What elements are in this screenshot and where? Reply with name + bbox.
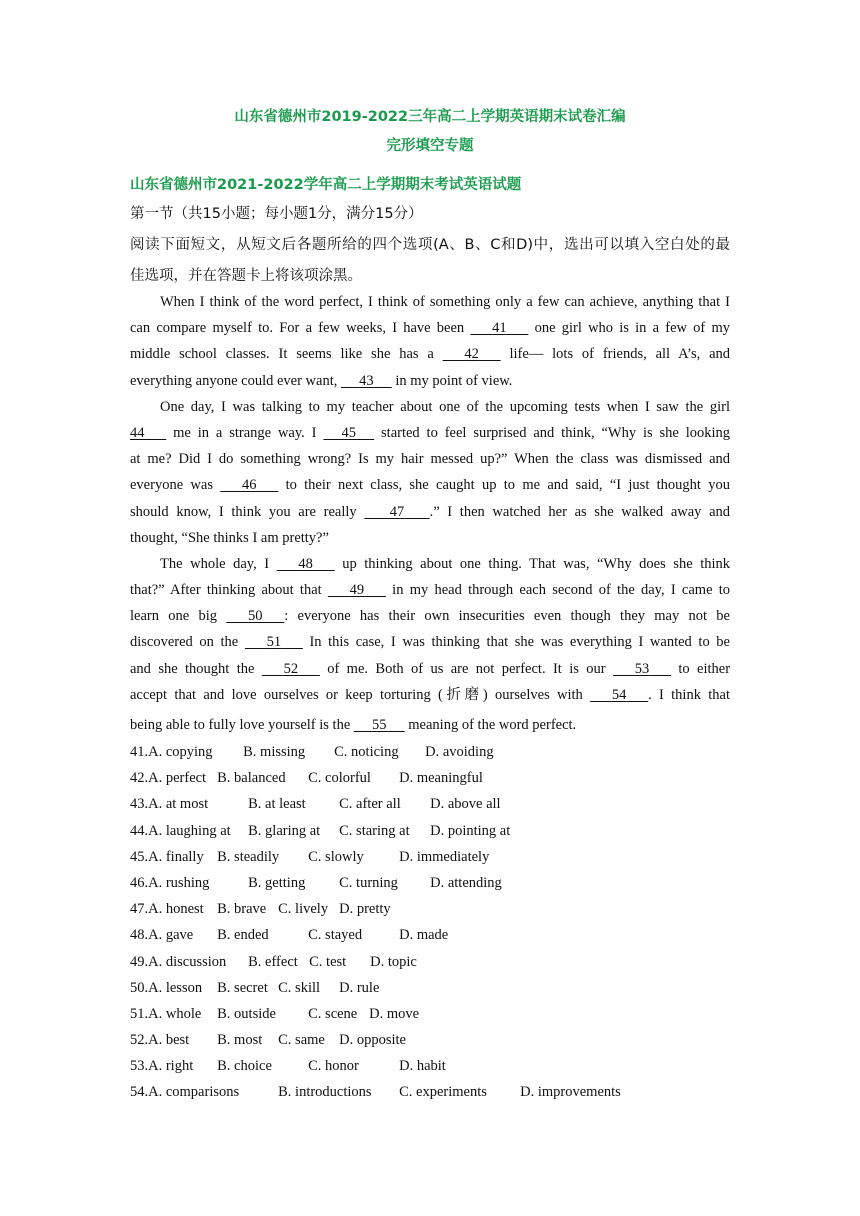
passage-line: that?” After thinking about that 49 in my head through each second of the day, I came to bbox=[130, 577, 730, 603]
passage-line: everyone was 46 to their next class, she caught up to me and said, “I just thought you bbox=[130, 472, 730, 498]
passage-line: at me? Did I do something wrong? Is my hair messed up?” When the class was dismissed and bbox=[130, 451, 730, 468]
document-subtitle: 完形填空专题 bbox=[386, 138, 474, 154]
blank-41: 41 bbox=[492, 320, 507, 337]
option-row: 52.A. best B. most C. same D. opposite bbox=[130, 1032, 406, 1049]
option-row: 42.A. perfect B. balanced C. colorful D. meaningful bbox=[130, 770, 483, 787]
passage-line: and she thought the 52 of me. Both of us are not perfect. It is our 53 to either bbox=[130, 656, 730, 682]
blank-50: 50 bbox=[247, 608, 263, 625]
blank-54: 54 bbox=[611, 686, 627, 703]
blank-52: 52 bbox=[283, 660, 299, 677]
option-row: 45.A. finally B. steadily C. slowly D. immediately bbox=[130, 848, 490, 865]
blank-45: 45 bbox=[341, 424, 357, 441]
passage-line: When I think of the word perfect, I think of something only a few can achieve, anything that I bbox=[160, 294, 730, 310]
instruction-line-1: 阅读下面短文，从短文后各题所给的四个选项(A、B、C和D)中，选出可以填入空白处的最 bbox=[130, 237, 730, 253]
exam-name: 山东省德州市2021-2022学年高二上学期期末考试英语试题 bbox=[130, 177, 522, 193]
option-row: 50.A. lesson B. secret C. skill D. rule bbox=[130, 979, 380, 996]
passage-line: 44 me in a strange way. I 45 started to feel surprised and think, “Why is she looking bbox=[130, 420, 730, 446]
option-row: 46.A. rushing B. getting C. turning D. attending bbox=[130, 874, 502, 891]
answer-options bbox=[130, 739, 730, 1106]
blank-43: 43 bbox=[359, 372, 374, 389]
passage-line: The whole day, I 48 up thinking about one thing. That was, “Why does she think bbox=[130, 551, 730, 577]
passage-line: thought, “She thinks I am pretty?” bbox=[130, 529, 329, 546]
blank-55: 55 bbox=[372, 717, 387, 733]
blank-51: 51 bbox=[266, 634, 282, 651]
option-row: 49.A. discussion B. effect C. test D. topic bbox=[130, 953, 417, 970]
option-row: 43.A. at most B. at least C. after all D. above all bbox=[130, 796, 501, 813]
option-row: 54.A. comparisons B. introductions C. experiments D. improvements bbox=[130, 1084, 621, 1101]
passage-line: everything anyone could ever want, 43 in my point of view. bbox=[130, 368, 730, 394]
option-row: 47.A. honest B. brave C. lively D. pretty bbox=[130, 901, 391, 918]
passage-line: being able to fully love yourself is the 55 meaning of the word perfect. bbox=[130, 712, 730, 738]
document-title: 山东省德州市2019-2022三年高二上学期英语期末试卷汇编 bbox=[234, 109, 626, 125]
blank-42: 42 bbox=[464, 346, 479, 363]
passage-line: learn one big 50 : everyone has their own insecurities even though they may not be bbox=[130, 603, 730, 629]
blank-46: 46 bbox=[242, 477, 257, 494]
passage-line: One day, I was talking to my teacher about one of the upcoming tests when I saw the girl bbox=[160, 398, 730, 415]
option-row: 44.A. laughing at B. glaring at C. staring at D. pointing at bbox=[130, 822, 511, 839]
passage-line: discovered on the 51 In this case, I was thinking that she was everything I wanted to be bbox=[130, 629, 730, 655]
blank-53: 53 bbox=[634, 660, 650, 677]
passage-line: accept that and love ourselves or keep torturing (折磨) ourselves with 54 . I think that bbox=[130, 682, 730, 708]
option-row: 51.A. whole B. outside C. scene D. move bbox=[130, 1005, 420, 1022]
option-row: 41.A. copying B. missing C. noticing D. avoiding bbox=[130, 744, 494, 760]
cloze-passage bbox=[130, 289, 730, 738]
passage-line: should know, I think you are really 47 .” I then watched her as she walked away and bbox=[130, 499, 730, 525]
blank-49: 49 bbox=[349, 582, 365, 599]
section-heading: 第一节（共15小题；每小题1分，满分15分） bbox=[130, 206, 423, 222]
option-row: 48.A. gave B. ended C. stayed D. made bbox=[130, 927, 449, 944]
passage-line: can compare myself to. For a few weeks, I have been 41 one girl who is in a few of my bbox=[130, 315, 730, 341]
passage-line: middle school classes. It seems like she has a 42 life— lots of friends, all A’s, and bbox=[130, 341, 730, 367]
blank-47: 47 bbox=[389, 503, 405, 520]
blank-48: 48 bbox=[298, 555, 313, 572]
instruction-line-2: 佳选项，并在答题卡上将该项涂黑。 bbox=[130, 268, 362, 284]
option-row: 53.A. right B. choice C. honor D. habit bbox=[130, 1058, 446, 1075]
blank-44: 44 bbox=[130, 424, 145, 441]
